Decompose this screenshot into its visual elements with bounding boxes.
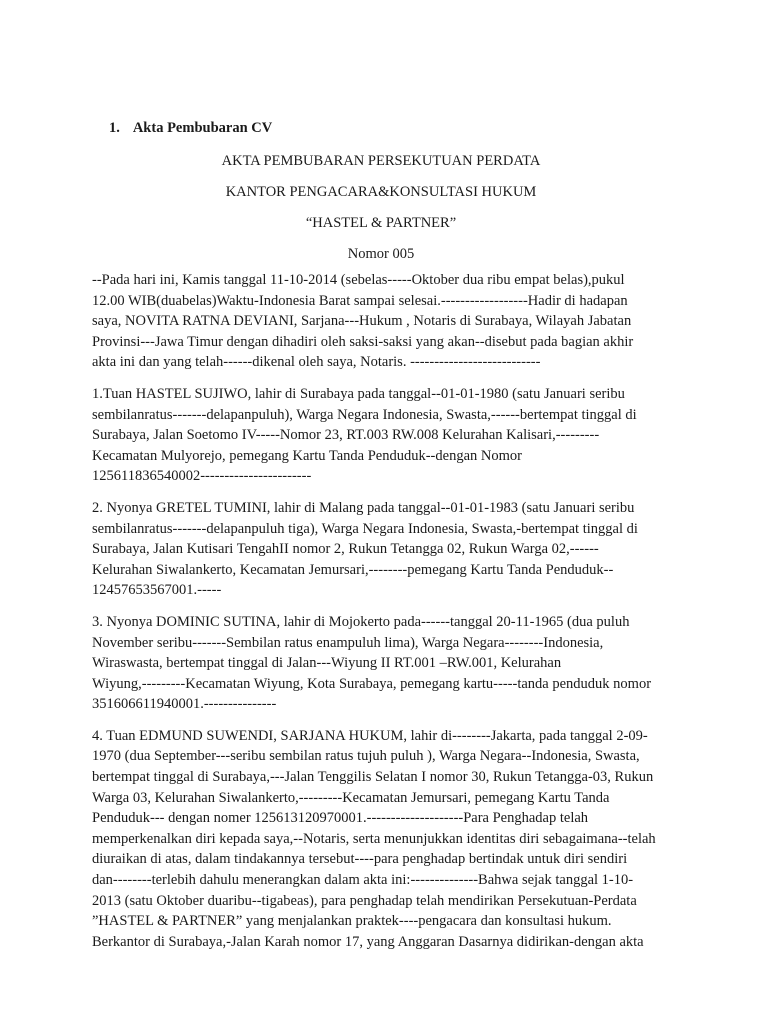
party-3-paragraph xyxy=(92,612,670,715)
text-line: saya, NOVITA RATNA DEVIANI, Sarjana---Hukum , Notaris di Surabaya, Wilayah Jabatan xyxy=(92,313,632,330)
text-line: Penduduk--- dengan nomer 125613120970001.--------------------Para Penghadap telah xyxy=(92,810,589,827)
party-1-paragraph xyxy=(92,384,670,487)
deed-title: AKTA PEMBUBARAN PERSEKUTUAN PERDATA xyxy=(221,153,541,169)
text-line: --Pada hari ini, Kamis tanggal 11-10-2014 (sebelas-----Oktober dua ribu empat belas),pukul xyxy=(92,272,625,288)
text-line: 125611836540002----------------------- xyxy=(92,468,312,485)
text-line: dan--------terlebih dahulu menerangkan dalam akta ini:--------------Bahwa sejak tanggal 1-10- xyxy=(92,872,634,889)
firm-name: “HASTEL & PARTNER” xyxy=(305,215,457,231)
text-line: Surabaya, Jalan Soetomo IV-----Nomor 23, RT.003 RW.008 Kelurahan Kalisari,--------- xyxy=(92,427,600,444)
opening-paragraph xyxy=(92,270,670,373)
text-line: ”HASTEL & PARTNER” yang menjalankan praktek----pengacara dan konsultasi hukum. xyxy=(92,913,612,930)
section-heading xyxy=(109,118,670,138)
text-line: sembilanratus-------delapanpuluh), Warga Negara Indonesia, Swasta,------bertempat tinggal di xyxy=(92,406,637,423)
deed-number: Nomor 005 xyxy=(347,246,415,262)
text-line: 12457653567001.----- xyxy=(92,582,222,599)
text-line: Kelurahan Siwalankerto, Kecamatan Jemursari,--------pemegang Kartu Tanda Penduduk-- xyxy=(92,561,614,578)
text-line: memperkenalkan diri kepada saya,--Notaris, serta menunjukkan identitas diri sebagaimana--telah xyxy=(92,830,656,847)
text-line: bertempat tinggal di Surabaya,---Jalan Tenggilis Selatan I nomor 30, Rukun Tetangga-03, Rukun xyxy=(92,769,654,786)
text-line: diuraikan di atas, dalam tindakannya tersebut----para penghadap bertindak untuk diri sendiri xyxy=(92,851,628,868)
party-2-paragraph xyxy=(92,498,670,601)
party-4-paragraph xyxy=(92,726,670,953)
text-line: 3. Nyonya DOMINIC SUTINA, lahir di Mojokerto pada------tanggal 20-11-1965 (dua puluh xyxy=(92,613,630,630)
text-line: 2013 (satu Oktober duaribu--tigabeas), para penghadap telah mendirikan Persekutuan-Perdata xyxy=(92,892,637,909)
text-line: 4. Tuan EDMUND SUWENDI, SARJANA HUKUM, lahir di--------Jakarta, pada tanggal 2-09- xyxy=(92,727,648,744)
text-line: Provinsi---Jawa Timur dengan dihadiri oleh saksi-saksi yang akan--disebut pada bagian akhir xyxy=(92,333,634,350)
text-line: Berkantor di Surabaya,-Jalan Karah nomor 17, yang Anggaran Dasarnya didirikan-dengan akta xyxy=(92,933,644,950)
text-line: Warga 03, Kelurahan Siwalankerto,---------Kecamatan Jemursari, pemegang Kartu Tanda xyxy=(92,789,610,806)
office-name: KANTOR PENGACARA&KONSULTASI HUKUM xyxy=(225,184,537,200)
text-line: 12.00 WIB(duabelas)Waktu-Indonesia Barat sampai selesai.------------------Hadir di hadapan xyxy=(92,292,628,309)
text-line: Kecamatan Mulyorejo, pemegang Kartu Tanda Penduduk--dengan Nomor xyxy=(92,447,522,464)
text-line: akta ini dan yang telah------dikenal oleh saya, Notaris. --------------------------- xyxy=(92,354,541,371)
text-line: Wiyung,---------Kecamatan Wiyung, Kota Surabaya, pemegang kartu-----tanda penduduk nomor xyxy=(92,675,652,692)
section-title: Akta Pembubaran CV xyxy=(132,120,273,136)
text-line: 351606611940001.--------------- xyxy=(92,696,277,713)
text-line: 1970 (dua September---seribu sembilan ratus tujuh puluh ), Warga Negara--Indonesia, Swasta, xyxy=(92,748,640,765)
section-number: 1. xyxy=(109,120,120,136)
text-line: November seribu-------Sembilan ratus enampuluh lima), Warga Negara--------Indonesia, xyxy=(92,634,604,651)
text-line: 1.Tuan HASTEL SUJIWO, lahir di Surabaya pada tanggal--01-01-1980 (satu Januari seribu xyxy=(92,385,625,402)
document-page xyxy=(92,118,670,963)
text-line: 2. Nyonya GRETEL TUMINI, lahir di Malang pada tanggal--01-01-1983 (satu Januari seribu xyxy=(92,499,635,516)
text-line: Surabaya, Jalan Kutisari TengahII nomor 2, Rukun Tetangga 02, Rukun Warga 02,------ xyxy=(92,541,599,558)
text-line: Wiraswasta, bertempat tinggal di Jalan---Wiyung II RT.001 –RW.001, Kelurahan xyxy=(92,655,562,672)
text-line: sembilanratus-------delapanpuluh tiga), Warga Negara Indonesia, Swasta,-bertempat tinggal di xyxy=(92,520,638,537)
